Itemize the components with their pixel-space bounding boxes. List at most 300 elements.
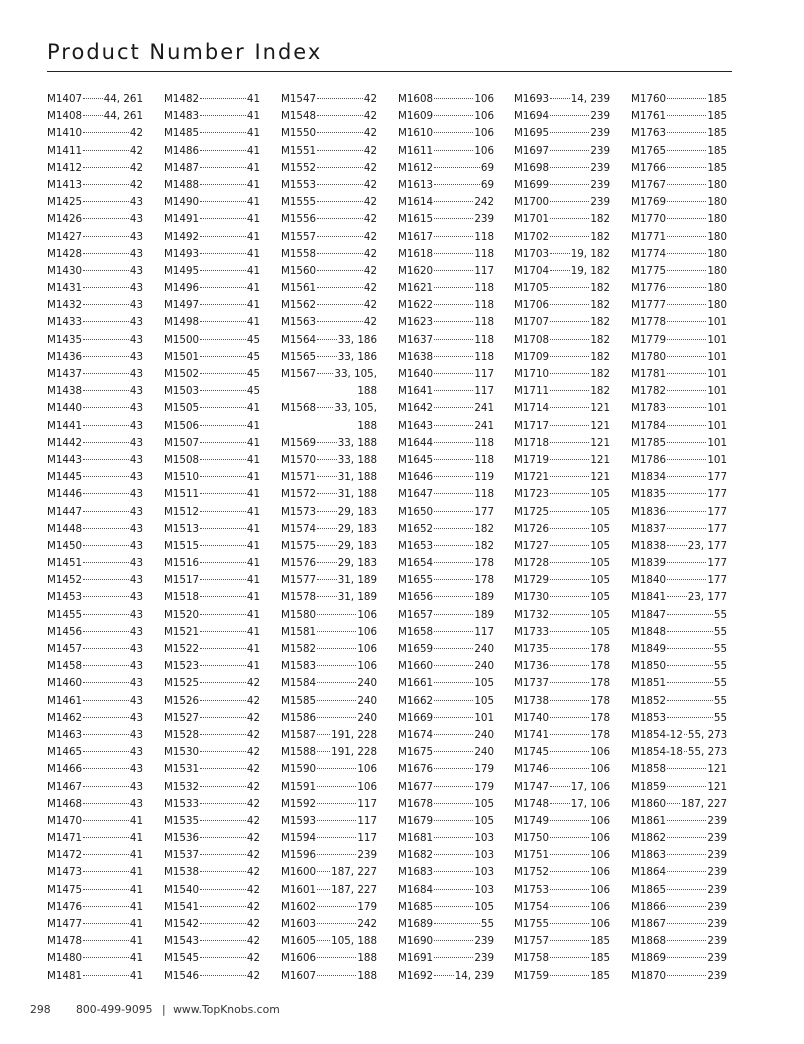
dot-leader [550,648,589,649]
product-number: M1777 [631,299,667,312]
product-number: M1737 [514,677,550,690]
index-entry [164,486,260,503]
dot-leader [317,150,363,151]
dot-leader [200,768,246,769]
product-number: M1851 [631,677,667,690]
product-number: M1608 [398,93,434,105]
page-reference: 121 [590,402,610,415]
product-number: M1521 [164,625,200,638]
index-entry [631,882,727,899]
page-reference: 118 [474,316,494,329]
page-reference: 240 [357,677,377,690]
dot-leader [200,975,246,976]
page-reference: 239 [707,969,727,982]
dot-leader [667,98,706,99]
index-entry [281,916,377,933]
dot-leader [550,253,570,254]
page-reference: 69 [480,161,494,174]
page-reference: 33, 105, [334,368,377,380]
product-number: M1505 [164,402,200,415]
product-number: M1586 [281,711,317,724]
index-entry [164,624,260,641]
product-number: M1692 [398,969,434,982]
product-number: M1565 [281,350,317,363]
dot-leader [83,579,129,580]
page-reference: 105 [474,900,494,913]
dot-leader [83,734,129,735]
dot-leader [550,442,589,443]
index-entry [164,280,260,297]
page-reference: 239 [707,952,727,965]
index-entry [47,297,143,314]
dot-leader [434,150,473,151]
index-entry [281,400,377,417]
index-entry [398,400,494,417]
product-number: M1753 [514,883,550,896]
page-reference: 121 [707,763,727,776]
page-reference: 187, 227 [331,866,377,879]
index-entry [631,675,727,692]
product-number: M1726 [514,522,550,535]
page-reference: 178 [590,677,610,690]
dot-leader [550,751,589,752]
dot-leader [83,459,129,460]
page-reference: 43 [129,488,143,501]
page-reference: 43 [129,557,143,570]
dot-leader [83,167,129,168]
product-number: M1457 [47,643,83,655]
index-column-4 [398,91,494,985]
page-reference: 187, 227 [331,883,377,896]
product-number: M1553 [281,178,317,191]
page-reference: 241 [474,419,494,432]
page-reference: 41 [246,247,260,260]
index-entry [281,211,377,228]
dot-leader [200,493,246,494]
dot-leader [317,493,337,494]
page-reference: 42 [363,247,377,260]
product-number: M1784 [631,419,667,432]
dot-leader [83,493,129,494]
page-reference: 43 [129,643,143,655]
dot-leader [83,596,129,597]
dot-leader [200,167,246,168]
product-number: M1536 [164,832,200,845]
dot-leader [434,287,473,288]
index-entry [47,847,143,864]
dot-leader [200,425,246,426]
index-entry [514,177,610,194]
product-number: M1614 [398,196,434,209]
product-number: M1468 [47,797,83,810]
index-entry [514,297,610,314]
index-entry [398,693,494,710]
index-entry [514,349,610,366]
index-entry [398,658,494,675]
index-entry [631,779,727,796]
dot-leader [317,648,356,649]
page-reference: 239 [474,213,494,226]
dot-leader [667,390,706,391]
index-entry [631,435,727,452]
dot-leader [550,167,589,168]
dot-leader [434,528,473,529]
page-reference: 105 [590,591,610,604]
dot-leader [83,270,129,271]
page-reference: 117 [357,832,377,845]
product-number: M1558 [281,247,317,260]
product-number: M1582 [281,643,317,655]
product-number: M1497 [164,299,200,312]
page-reference: 106 [590,763,610,776]
product-number: M1491 [164,213,200,226]
dot-leader [434,459,473,460]
index-entry [631,916,727,933]
dot-leader [667,287,706,288]
product-number: M1706 [514,299,550,312]
index-entry [631,624,727,641]
index-entry [398,882,494,899]
page-reference: 43 [129,264,143,277]
product-number: M1518 [164,591,200,604]
index-entry [631,899,727,916]
page-reference: 42 [363,110,377,123]
index-entry [398,847,494,864]
product-number: M1569 [281,436,317,449]
product-number: M1584 [281,677,317,690]
dot-leader [317,545,337,546]
page-number: 298 [30,1003,51,1016]
page-reference: 45 [246,385,260,398]
page-reference: 188 [357,969,377,982]
page-reference: 185 [590,935,610,948]
page-reference: 118 [474,350,494,363]
page-reference: 29, 183 [337,557,377,570]
dot-leader [667,167,706,168]
index-entry [164,710,260,727]
dot-leader [550,98,570,99]
dot-leader [317,700,356,701]
index-entry [514,246,610,263]
page-reference: 182 [590,368,610,380]
page-reference: 23, 177 [687,591,727,604]
page-reference: 42 [363,144,377,157]
dot-leader [550,700,589,701]
dot-leader [200,734,246,735]
index-entry [281,624,377,641]
dot-leader [667,442,706,443]
page-reference: 185 [707,161,727,174]
dot-leader [200,201,246,202]
dot-leader [434,871,473,872]
product-number: M1428 [47,247,83,260]
dot-leader [83,751,129,752]
page-reference: 42 [246,677,260,690]
page-reference: 106 [357,780,377,793]
page-reference: 182 [590,333,610,346]
product-number: M1560 [281,264,317,277]
dot-leader [317,631,356,632]
product-number: M1556 [281,213,317,226]
product-number: M1498 [164,316,200,329]
index-entry [398,504,494,521]
product-number: M1741 [514,728,550,741]
index-entry [47,314,143,331]
page-reference: 240 [474,746,494,759]
page-reference: 14, 239 [454,969,494,982]
dot-leader [434,786,473,787]
product-number: M1466 [47,763,83,776]
page-reference: 188 [357,952,377,965]
product-number: M1511 [164,488,200,501]
product-number: M1770 [631,213,667,226]
product-number: M1443 [47,453,83,466]
index-entry [47,693,143,710]
page-reference: 41 [129,935,143,948]
index-entry [631,469,727,486]
product-number: M1485 [164,127,200,140]
page-reference: 103 [474,832,494,845]
index-entry [164,452,260,469]
dot-leader [83,236,129,237]
index-entry [281,160,377,177]
dot-leader [200,820,246,821]
dot-leader [317,682,356,683]
dot-leader [550,407,589,408]
product-number: M1483 [164,110,200,123]
index-entry [281,899,377,916]
dot-leader [200,321,246,322]
product-number: M1520 [164,608,200,621]
product-number: M1490 [164,196,200,209]
dot-leader [317,786,356,787]
dot-leader [550,854,589,855]
page-reference: 177 [707,557,727,570]
dot-leader [667,184,706,185]
index-entry [164,314,260,331]
product-number: M1436 [47,350,83,363]
product-number: M1430 [47,264,83,277]
product-number: M1862 [631,832,667,845]
product-number: M1531 [164,763,200,776]
dot-leader [317,321,363,322]
page-reference: 179 [474,763,494,776]
page-reference: 121 [707,780,727,793]
dot-leader [667,304,706,305]
product-number: M1542 [164,918,200,930]
product-number: M1754 [514,900,550,913]
index-entry [164,366,260,383]
dot-leader [667,407,706,408]
index-entry [47,211,143,228]
product-number: M1733 [514,625,550,638]
page-reference: 242 [474,196,494,209]
product-number: M1695 [514,127,550,140]
dot-leader [550,562,589,563]
product-number: M1693 [514,93,550,105]
index-entry [514,504,610,521]
product-number: M1567 [281,368,317,380]
page-reference: 42 [129,127,143,140]
index-entry [281,864,377,881]
page-reference: 117 [474,368,494,380]
dot-leader [83,253,129,254]
page-footer [30,1003,290,1016]
index-entry [164,761,260,778]
dot-leader [317,167,363,168]
index-entry [514,229,610,246]
product-number: M1780 [631,350,667,363]
page-reference: 180 [707,213,727,226]
phone-number: 800-499-9095 [76,1003,153,1016]
product-number: M1568 [281,402,317,415]
page-reference: 44, 261 [103,93,143,105]
index-entry [398,194,494,211]
index-column-2 [164,91,260,985]
product-number: M1678 [398,797,434,810]
dot-leader [550,184,589,185]
dot-leader [317,871,330,872]
product-number: M1863 [631,849,667,862]
index-entry [631,332,727,349]
page-reference: 42 [246,952,260,965]
page-reference: 42 [363,196,377,209]
index-entry [514,589,610,606]
product-number: M1501 [164,350,200,363]
index-entry [631,229,727,246]
page-reference: 41 [246,196,260,209]
index-entry [281,572,377,589]
page-reference: 41 [246,539,260,552]
page-reference: 41 [129,866,143,879]
page-reference: 43 [129,608,143,621]
dot-leader [83,339,129,340]
page-reference: 43 [129,505,143,518]
index-entry [514,486,610,503]
product-number: M1573 [281,505,317,518]
product-number: M1496 [164,282,200,295]
page-reference: 178 [590,711,610,724]
index-entry [164,211,260,228]
product-number: M1502 [164,368,200,380]
page-reference: 42 [363,127,377,140]
index-entry [398,125,494,142]
dot-leader [83,889,129,890]
dot-leader [83,803,129,804]
dot-leader [83,854,129,855]
dot-leader [317,442,337,443]
page-reference: 118 [474,436,494,449]
dot-leader [667,545,687,546]
product-number: M1758 [514,952,550,965]
product-number: M1578 [281,591,317,604]
dot-leader [550,304,589,305]
dot-leader [434,889,473,890]
dot-leader [550,923,589,924]
page-reference: 42 [246,814,260,827]
index-entry [164,521,260,538]
index-entry [47,968,143,985]
page-reference: 41 [129,832,143,845]
page-reference: 41 [246,591,260,604]
dot-leader [434,717,473,718]
product-number: M1745 [514,746,550,759]
website-link[interactable]: www.TopKnobs.com [173,1003,280,1016]
page-reference: 55 [713,625,727,638]
product-number: M1486 [164,144,200,157]
product-number: M1710 [514,368,550,380]
index-entry [164,555,260,572]
page-reference: 105 [474,677,494,690]
index-entry [47,486,143,503]
dot-leader [200,614,246,615]
index-entry [164,246,260,263]
product-number: M1850 [631,660,667,673]
index-entry [631,830,727,847]
dot-leader [667,528,706,529]
index-entry [47,435,143,452]
index-entry [398,933,494,950]
page-reference: 41 [246,660,260,673]
dot-leader [550,115,589,116]
index-entry [398,366,494,383]
dot-leader [550,356,589,357]
page-reference: 106 [474,127,494,140]
index-entry [47,246,143,263]
page-reference: 43 [129,419,143,432]
page-reference: 106 [590,883,610,896]
dot-leader [317,304,363,305]
dot-leader [550,528,589,529]
page-reference: 17, 106 [570,797,610,810]
page-reference: 121 [590,436,610,449]
page-reference: 19, 182 [570,247,610,260]
dot-leader [83,768,129,769]
index-entry [631,727,727,744]
index-entry [47,177,143,194]
index-entry [631,521,727,538]
page-reference: 55, 273 [687,728,728,741]
page-reference: 41 [246,127,260,140]
page-reference: 43 [129,625,143,638]
index-entry [47,555,143,572]
page-reference: 43 [129,694,143,707]
product-number: M1610 [398,127,434,140]
product-number: M1746 [514,763,550,776]
page-reference: 106 [357,660,377,673]
dot-leader [667,339,706,340]
dot-leader [434,579,473,580]
product-number: M1612 [398,161,434,174]
page-reference: 43 [129,350,143,363]
dot-leader [434,270,473,271]
index-entry [398,297,494,314]
page-reference: 55 [713,643,727,655]
product-number: M1620 [398,264,434,277]
dot-leader [667,648,713,649]
product-number: M1859 [631,780,667,793]
index-entry [398,211,494,228]
page-reference: 42 [363,230,377,243]
dot-leader [83,98,103,99]
dot-leader [200,511,246,512]
product-number: M1460 [47,677,83,690]
index-entry [514,125,610,142]
product-number: M1690 [398,935,434,948]
dot-leader [434,648,473,649]
dot-leader [83,906,129,907]
product-number: M1543 [164,935,200,948]
